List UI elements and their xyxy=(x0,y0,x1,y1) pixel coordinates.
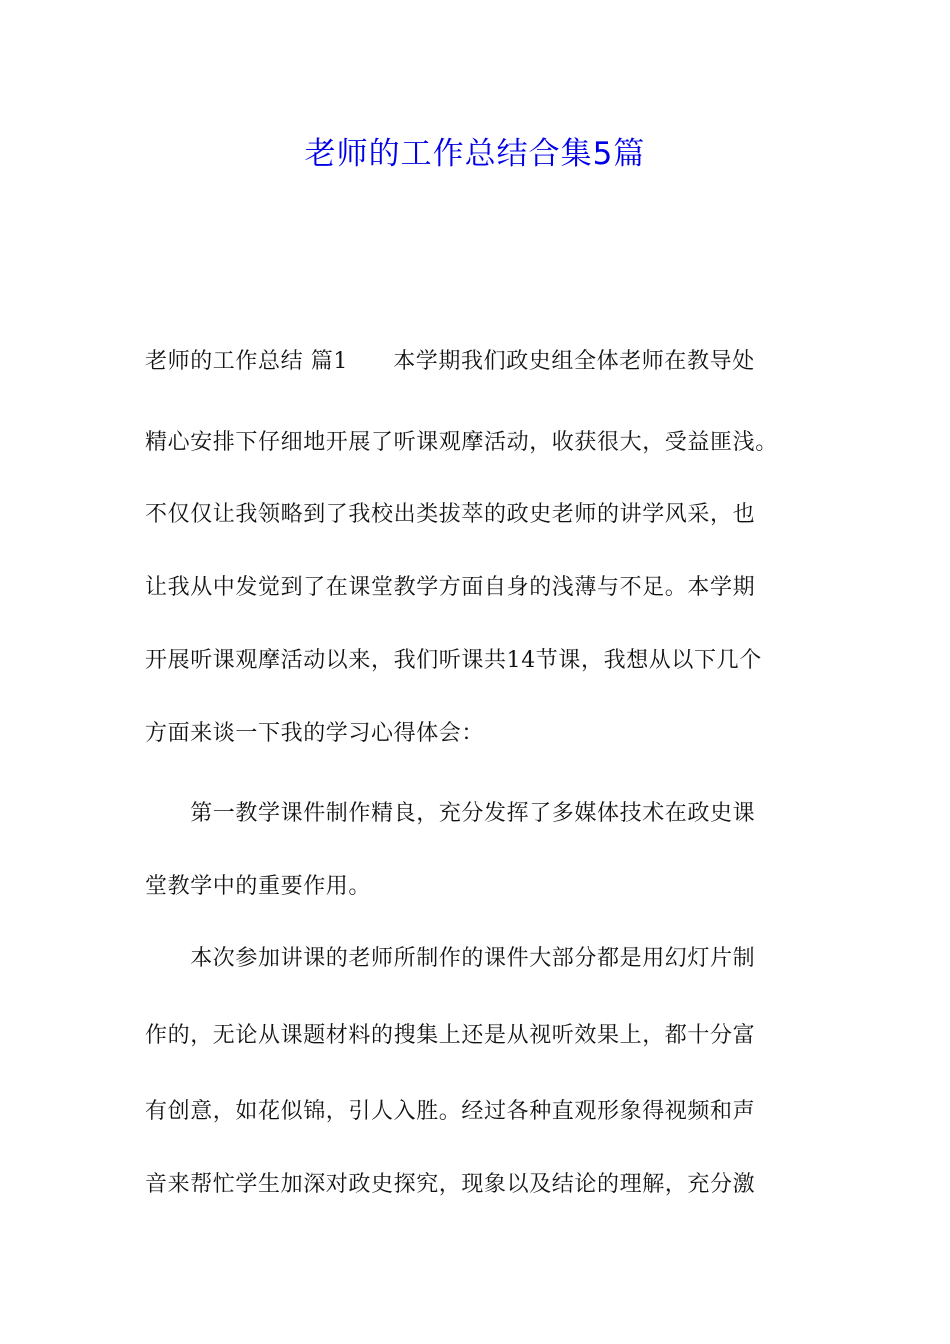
document-title: 老师的工作总结合集5篇 xyxy=(304,136,646,172)
body-line: 音来帮忙学生加深对政史探究，现象以及结论的理解，充分激 xyxy=(145,1172,756,1197)
body-line: 让我从中发觉到了在课堂教学方面自身的浅薄与不足。本学期 xyxy=(145,575,756,600)
body-line: 不仅仅让我领略到了我校出类拔萃的政史老师的讲学风采，也 xyxy=(145,502,756,527)
body-line: 开展听课观摩活动以来，我们听课共14节课，我想从以下几个 xyxy=(145,648,762,673)
body-line: 有创意，如花似锦，引人入胜。经过各种直观形象得视频和声 xyxy=(145,1099,756,1124)
body-line: 堂教学中的重要作用。 xyxy=(145,874,372,899)
body-line: 本次参加讲课的老师所制作的课件大部分都是用幻灯片制 xyxy=(145,946,756,971)
body-line: 第一教学课件制作精良，充分发挥了多媒体技术在政史课 xyxy=(145,801,756,826)
body-line: 精心安排下仔细地开展了听课观摩活动，收获很大，受益匪浅。 xyxy=(145,430,778,455)
body-line: 作的，无论从课题材料的搜集上还是从视听效果上，都十分富 xyxy=(145,1023,756,1048)
body-line: 方面来谈一下我的学习心得体会： xyxy=(145,721,485,746)
body-line: 老师的工作总结 篇1 本学期我们政史组全体老师在教导处 xyxy=(145,349,755,374)
